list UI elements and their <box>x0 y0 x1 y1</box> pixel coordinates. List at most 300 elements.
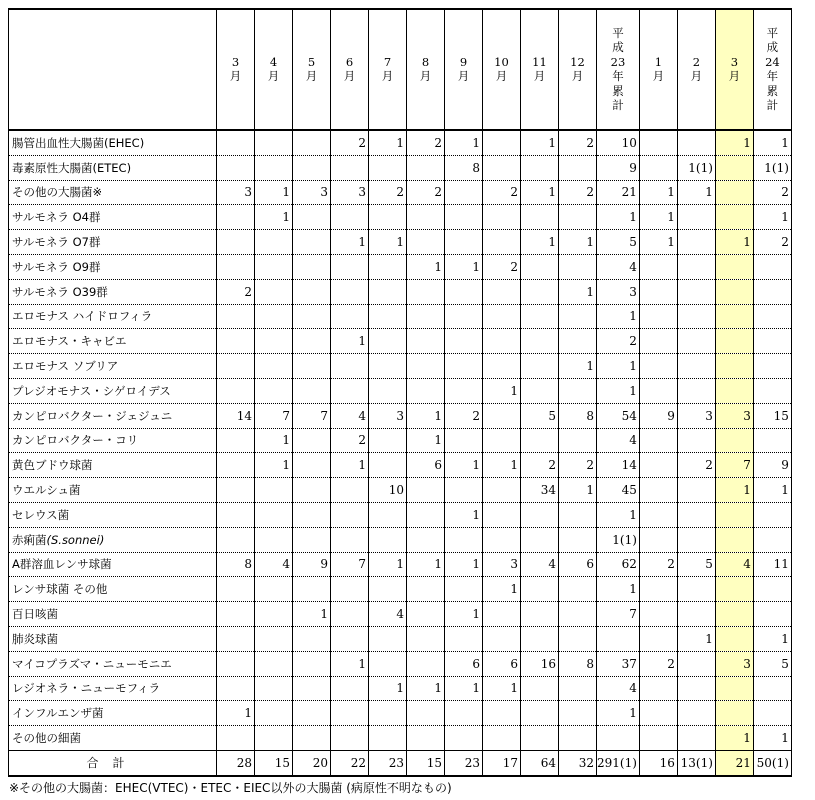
table-cell: 1 <box>255 180 293 205</box>
row-label <box>9 130 217 155</box>
table-cell <box>407 205 445 230</box>
table-cell <box>559 378 597 403</box>
column-header <box>597 9 640 130</box>
table-cell <box>715 354 753 379</box>
table-cell <box>521 155 559 180</box>
table-cell: 1 <box>715 230 753 255</box>
total-cell: 17 <box>483 750 521 775</box>
table-cell <box>369 254 407 279</box>
table-cell <box>293 378 331 403</box>
table-cell <box>715 378 753 403</box>
table-cell: 1 <box>445 602 483 627</box>
row-label-text: エロモナス ハイドロフィラ <box>12 309 153 324</box>
table-cell <box>217 428 255 453</box>
table-cell <box>521 354 559 379</box>
column-header <box>521 9 559 130</box>
table-cell <box>753 577 791 602</box>
table-cell <box>331 478 369 503</box>
column-header-label: 7 月 <box>381 54 394 84</box>
table-cell <box>559 329 597 354</box>
table-row <box>9 453 792 478</box>
column-header-label: 5 月 <box>305 54 318 84</box>
table-cell: 7 <box>255 403 293 428</box>
table-cell: 1 <box>331 651 369 676</box>
table-cell <box>715 155 753 180</box>
table-row <box>9 428 792 453</box>
table-cell <box>639 453 677 478</box>
table-cell <box>677 230 715 255</box>
table-cell <box>639 577 677 602</box>
table-cell: 1 <box>597 354 640 379</box>
total-row <box>9 750 792 775</box>
total-cell: 15 <box>407 750 445 775</box>
table-cell <box>677 279 715 304</box>
row-label <box>9 552 217 577</box>
table-cell <box>445 180 483 205</box>
table-cell <box>369 428 407 453</box>
table-row <box>9 478 792 503</box>
table-cell <box>715 502 753 527</box>
table-cell: 1 <box>715 130 753 155</box>
table-cell <box>559 155 597 180</box>
row-label <box>9 453 217 478</box>
table-row <box>9 254 792 279</box>
table-cell <box>483 403 521 428</box>
table-cell <box>369 626 407 651</box>
table-cell: 14 <box>217 403 255 428</box>
column-header <box>639 9 677 130</box>
table-row <box>9 279 792 304</box>
table-cell: 1 <box>597 304 640 329</box>
row-label-text: その他の大腸菌※ <box>12 185 103 200</box>
table-row <box>9 552 792 577</box>
column-header-label: 2 月 <box>690 54 703 84</box>
table-cell <box>255 701 293 726</box>
table-cell <box>521 602 559 627</box>
column-header-label: 3 月 <box>728 54 741 84</box>
table-cell <box>331 354 369 379</box>
row-label-text: カンピロバクター・ジェジュニ <box>12 408 173 423</box>
table-cell <box>293 478 331 503</box>
table-cell: 2 <box>753 230 791 255</box>
table-cell <box>521 676 559 701</box>
table-cell <box>639 254 677 279</box>
table-cell: 1 <box>639 230 677 255</box>
row-label <box>9 354 217 379</box>
table-cell <box>293 279 331 304</box>
table-cell <box>715 527 753 552</box>
table-cell: 1 <box>445 502 483 527</box>
table-cell <box>293 428 331 453</box>
column-header <box>483 9 521 130</box>
table-cell: 8 <box>559 651 597 676</box>
table-cell <box>715 602 753 627</box>
table-cell: 9 <box>753 453 791 478</box>
table-cell <box>639 329 677 354</box>
table-cell: 2 <box>483 254 521 279</box>
row-label <box>9 577 217 602</box>
row-label <box>9 626 217 651</box>
table-cell <box>521 726 559 751</box>
row-label-text: エロモナス・キャビエ <box>12 334 127 349</box>
row-label-extra: (S.sonnei) <box>46 532 105 547</box>
table-row <box>9 354 792 379</box>
table-cell: 2 <box>521 453 559 478</box>
table-cell <box>407 626 445 651</box>
row-label <box>9 403 217 428</box>
table-cell: 1 <box>483 378 521 403</box>
table-cell <box>407 378 445 403</box>
table-cell <box>639 676 677 701</box>
column-header-label: 8 月 <box>419 54 432 84</box>
row-label-text: ウエルシュ菌 <box>12 483 81 498</box>
table-cell <box>639 701 677 726</box>
total-cell: 15 <box>255 750 293 775</box>
total-cell: 16 <box>639 750 677 775</box>
column-header-label: 平 成 24 年 累 計 <box>765 25 780 113</box>
table-cell <box>331 502 369 527</box>
table-cell <box>217 626 255 651</box>
table-cell: 3 <box>217 180 255 205</box>
table-cell <box>407 726 445 751</box>
row-label-text: エロモナス ソブリア <box>12 359 119 374</box>
table-cell <box>677 478 715 503</box>
table-cell <box>521 527 559 552</box>
table-cell <box>255 230 293 255</box>
table-cell: 2 <box>597 329 640 354</box>
table-cell <box>407 502 445 527</box>
table-cell <box>753 329 791 354</box>
table-cell: 8 <box>445 155 483 180</box>
table-cell <box>677 378 715 403</box>
table-cell <box>521 378 559 403</box>
table-cell <box>753 502 791 527</box>
table-cell <box>331 279 369 304</box>
table-cell <box>521 254 559 279</box>
table-cell <box>293 453 331 478</box>
table-cell: 1 <box>521 230 559 255</box>
table-cell: 1 <box>521 130 559 155</box>
table-cell <box>445 577 483 602</box>
table-cell <box>369 651 407 676</box>
table-cell: 1 <box>331 329 369 354</box>
column-header <box>559 9 597 130</box>
row-label-text: その他の細菌 <box>12 731 81 746</box>
table-cell <box>255 329 293 354</box>
row-label-text: 腸管出血性大腸菌(EHEC) <box>12 135 145 150</box>
table-cell <box>331 701 369 726</box>
table-cell <box>639 502 677 527</box>
table-cell: 1 <box>255 453 293 478</box>
table-cell: 2 <box>217 279 255 304</box>
table-cell <box>255 726 293 751</box>
table-row <box>9 205 792 230</box>
total-cell: 64 <box>521 750 559 775</box>
table-cell <box>559 701 597 726</box>
table-cell: 1 <box>715 726 753 751</box>
table-cell <box>293 676 331 701</box>
table-cell: 2 <box>559 453 597 478</box>
table-cell <box>255 527 293 552</box>
table-cell <box>521 577 559 602</box>
table-cell <box>293 155 331 180</box>
table-cell <box>639 428 677 453</box>
table-row <box>9 378 792 403</box>
table-cell: 11 <box>753 552 791 577</box>
table-cell <box>445 329 483 354</box>
table-cell <box>639 527 677 552</box>
table-cell: 4 <box>597 254 640 279</box>
table-cell: 4 <box>331 403 369 428</box>
table-cell: 1 <box>407 676 445 701</box>
bacteria-count-table <box>8 8 792 777</box>
table-cell: 3 <box>369 403 407 428</box>
table-cell: 45 <box>597 478 640 503</box>
table-cell <box>255 626 293 651</box>
table-cell <box>521 502 559 527</box>
table-cell: 10 <box>597 130 640 155</box>
table-cell <box>217 205 255 230</box>
table-cell: 15 <box>753 403 791 428</box>
table-cell <box>407 577 445 602</box>
table-cell: 1 <box>753 726 791 751</box>
table-cell <box>331 577 369 602</box>
table-cell <box>445 230 483 255</box>
column-header <box>331 9 369 130</box>
table-cell <box>483 726 521 751</box>
table-cell <box>677 651 715 676</box>
table-cell: 14 <box>597 453 640 478</box>
table-cell <box>255 354 293 379</box>
table-cell: 6 <box>407 453 445 478</box>
table-cell <box>217 230 255 255</box>
table-cell: 3 <box>483 552 521 577</box>
table-cell <box>369 701 407 726</box>
row-label <box>9 155 217 180</box>
table-cell <box>677 130 715 155</box>
table-cell: 1 <box>331 230 369 255</box>
column-header <box>369 9 407 130</box>
column-header <box>445 9 483 130</box>
table-row <box>9 329 792 354</box>
row-label <box>9 205 217 230</box>
table-cell <box>293 502 331 527</box>
table-cell <box>255 155 293 180</box>
table-cell <box>639 130 677 155</box>
table-cell <box>639 626 677 651</box>
table-cell <box>255 304 293 329</box>
table-cell: 21 <box>597 180 640 205</box>
table-cell <box>715 577 753 602</box>
table-cell <box>483 602 521 627</box>
table-cell: 1 <box>369 552 407 577</box>
table-cell: 1(1) <box>677 155 715 180</box>
table-cell <box>407 279 445 304</box>
table-cell <box>677 304 715 329</box>
table-row <box>9 527 792 552</box>
table-cell <box>369 205 407 230</box>
table-cell <box>293 726 331 751</box>
table-cell: 1 <box>677 626 715 651</box>
table-cell: 1 <box>753 205 791 230</box>
row-label-text: 黄色ブドウ球菌 <box>12 458 93 473</box>
table-cell <box>559 676 597 701</box>
table-cell: 1 <box>483 577 521 602</box>
table-cell: 9 <box>293 552 331 577</box>
table-cell <box>715 701 753 726</box>
table-cell <box>255 651 293 676</box>
table-cell: 1(1) <box>597 527 640 552</box>
table-cell <box>293 701 331 726</box>
total-label: 合計 <box>9 750 217 775</box>
row-label-text: 百日咳菌 <box>12 607 58 622</box>
table-cell <box>293 254 331 279</box>
table-cell <box>255 478 293 503</box>
footnote: ※その他の大腸菌：EHEC(VTEC)・ETEC・EIEC以外の大腸菌 (病原性不明なもの) <box>9 781 452 795</box>
total-cell: 291(1) <box>597 750 640 775</box>
table-cell <box>521 701 559 726</box>
table-cell <box>677 254 715 279</box>
table-cell: 1 <box>445 453 483 478</box>
table-cell: 1 <box>559 354 597 379</box>
table-cell <box>753 378 791 403</box>
table-cell <box>715 279 753 304</box>
table-cell <box>445 378 483 403</box>
table-cell: 3 <box>331 180 369 205</box>
table-cell: 8 <box>217 552 255 577</box>
row-label <box>9 527 217 552</box>
table-cell <box>217 577 255 602</box>
table-cell: 2 <box>483 180 521 205</box>
table-cell <box>677 676 715 701</box>
table-cell <box>217 676 255 701</box>
table-cell <box>331 205 369 230</box>
table-cell: 9 <box>639 403 677 428</box>
table-cell <box>255 577 293 602</box>
table-cell <box>521 626 559 651</box>
table-cell: 1 <box>255 205 293 230</box>
column-header <box>293 9 331 130</box>
table-cell <box>483 428 521 453</box>
table-cell: 8 <box>559 403 597 428</box>
row-label <box>9 651 217 676</box>
table-cell: 5 <box>521 403 559 428</box>
column-header <box>677 9 715 130</box>
table-cell <box>445 304 483 329</box>
total-cell: 20 <box>293 750 331 775</box>
row-label <box>9 180 217 205</box>
table-cell: 3 <box>293 180 331 205</box>
table-cell <box>369 502 407 527</box>
row-label <box>9 254 217 279</box>
column-header-label: 平 成 23 年 累 計 <box>610 25 626 113</box>
table-cell <box>753 279 791 304</box>
column-header <box>753 9 791 130</box>
table-cell <box>521 205 559 230</box>
table-cell <box>445 527 483 552</box>
table-cell <box>483 329 521 354</box>
table-cell: 1 <box>483 676 521 701</box>
table-cell <box>369 304 407 329</box>
table-cell <box>677 354 715 379</box>
table-cell: 1 <box>407 552 445 577</box>
table-cell <box>331 155 369 180</box>
table-cell: 1 <box>407 254 445 279</box>
table-cell <box>753 676 791 701</box>
table-cell <box>521 279 559 304</box>
table-cell: 34 <box>521 478 559 503</box>
column-header-label: 10 月 <box>494 54 509 84</box>
table-cell <box>715 304 753 329</box>
table-cell <box>559 577 597 602</box>
row-label <box>9 478 217 503</box>
table-cell <box>559 205 597 230</box>
table-row <box>9 676 792 701</box>
table-cell: 3 <box>715 403 753 428</box>
table-cell <box>753 354 791 379</box>
table-cell <box>639 279 677 304</box>
table-cell: 7 <box>715 453 753 478</box>
table-cell: 1 <box>445 676 483 701</box>
table-cell <box>483 205 521 230</box>
table-cell <box>715 180 753 205</box>
table-cell <box>217 726 255 751</box>
table-cell <box>407 478 445 503</box>
table-cell <box>597 726 640 751</box>
table-cell <box>559 304 597 329</box>
table-wrapper <box>8 8 792 777</box>
table-row <box>9 230 792 255</box>
row-label <box>9 502 217 527</box>
row-label <box>9 602 217 627</box>
row-label-text: レジオネラ・ニューモフィラ <box>12 681 161 696</box>
table-cell <box>483 701 521 726</box>
table-cell <box>483 304 521 329</box>
table-cell: 1 <box>407 403 445 428</box>
table-cell <box>293 626 331 651</box>
table-cell <box>217 329 255 354</box>
table-cell: 6 <box>445 651 483 676</box>
table-cell <box>407 651 445 676</box>
table-cell: 1 <box>597 205 640 230</box>
table-cell <box>331 626 369 651</box>
column-header <box>217 9 255 130</box>
column-header <box>715 9 753 130</box>
row-label-text: A群溶血レンサ球菌 <box>12 557 112 572</box>
table-cell <box>483 502 521 527</box>
table-cell: 7 <box>293 403 331 428</box>
table-cell <box>677 701 715 726</box>
table-cell <box>715 676 753 701</box>
table-cell <box>715 254 753 279</box>
table-cell <box>445 726 483 751</box>
table-cell <box>483 626 521 651</box>
table-cell: 2 <box>753 180 791 205</box>
table-cell: 1 <box>521 180 559 205</box>
row-label <box>9 304 217 329</box>
table-cell <box>677 527 715 552</box>
table-cell: 1 <box>407 428 445 453</box>
table-cell <box>753 254 791 279</box>
table-cell <box>255 676 293 701</box>
table-cell <box>559 254 597 279</box>
table-cell <box>369 378 407 403</box>
table-cell <box>293 230 331 255</box>
table-cell <box>407 701 445 726</box>
table-cell: 1 <box>639 205 677 230</box>
table-row <box>9 701 792 726</box>
table-row <box>9 626 792 651</box>
